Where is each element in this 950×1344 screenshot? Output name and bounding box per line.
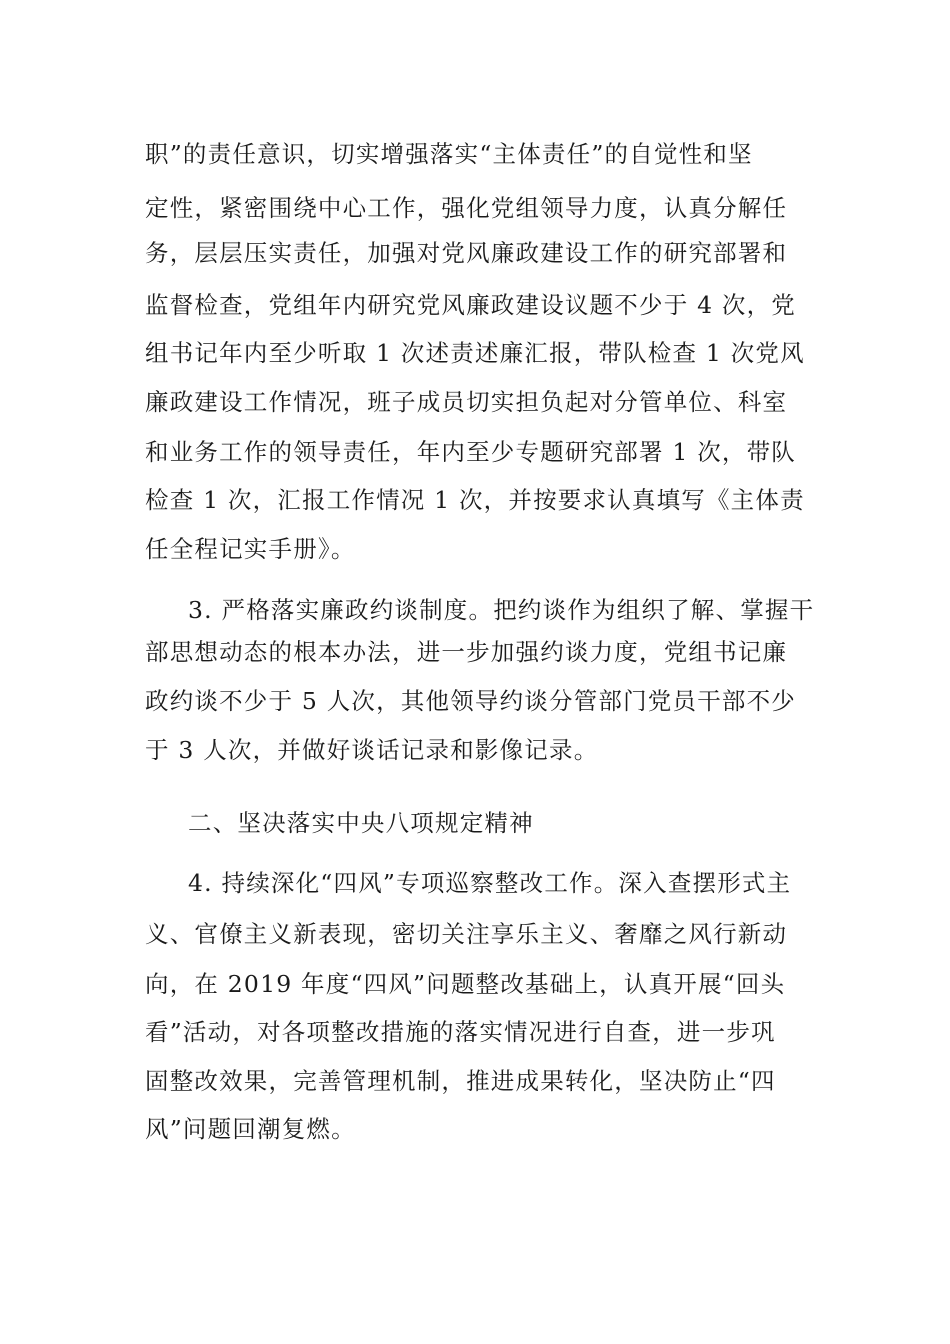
body-text-line: 检查 1 次，汇报工作情况 1 次，并按要求认真填写《主体责	[145, 486, 805, 514]
body-text-line: 和业务工作的领导责任，年内至少专题研究部署 1 次，带队	[145, 438, 796, 466]
body-text-line: 向，在 2019 年度“四风”问题整改基础上，认真开展“回头	[145, 970, 786, 998]
body-text-line: 务，层层压实责任，加强对党风廉政建设工作的研究部署和	[145, 239, 788, 267]
body-text-line: 职”的责任意识，切实增强落实“主体责任”的自觉性和坚	[145, 140, 753, 168]
body-text-line: 固整改效果，完善管理机制，推进成果转化，坚决防止“四	[145, 1067, 776, 1095]
section-heading-2: 二、坚决落实中央八项规定精神	[188, 809, 534, 837]
body-text-line: 看”活动，对各项整改措施的落实情况进行自查，进一步巩	[145, 1018, 776, 1046]
body-text-line: 风”问题回潮复燃。	[145, 1115, 356, 1143]
body-text-line: 于 3 人次，并做好谈话记录和影像记录。	[145, 736, 599, 764]
section-item-3: 3. 严格落实廉政约谈制度。把约谈作为组织了解、掌握干	[188, 596, 815, 624]
body-text-line: 政约谈不少于 5 人次，其他领导约谈分管部门党员干部不少	[145, 687, 796, 715]
body-text-line: 义、官僚主义新表现，密切关注享乐主义、奢靡之风行新动	[145, 920, 788, 948]
body-text-line: 任全程记实手册》。	[145, 535, 356, 563]
section-item-4: 4. 持续深化“四风”专项巡察整改工作。深入查摆形式主	[188, 869, 792, 897]
body-text-line: 部思想动态的根本办法，进一步加强约谈力度，党组书记廉	[145, 638, 788, 666]
body-text-line: 监督检查，党组年内研究党风廉政建设议题不少于 4 次，党	[145, 291, 796, 319]
body-text-line: 定性，紧密围绕中心工作，强化党组领导力度，认真分解任	[145, 194, 788, 222]
body-text-line: 廉政建设工作情况，班子成员切实担负起对分管单位、科室	[145, 388, 788, 416]
body-text-line: 组书记年内至少听取 1 次述责述廉汇报，带队检查 1 次党风	[145, 339, 805, 367]
